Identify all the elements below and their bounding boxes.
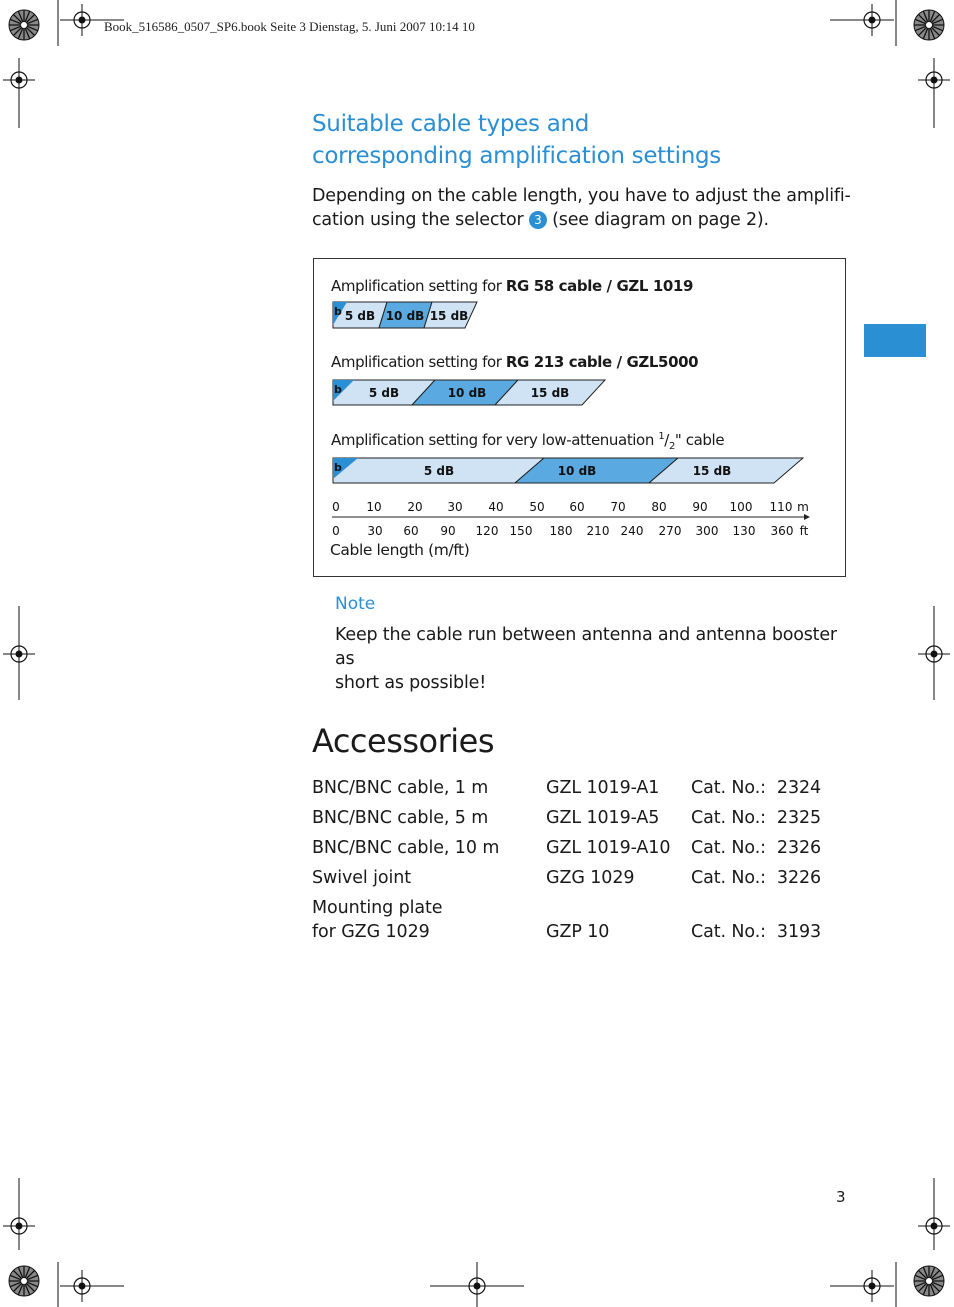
- intro-paragraph: [312, 184, 852, 232]
- meter-tick-label: 60: [569, 500, 585, 514]
- feet-tick-label: 120: [475, 524, 499, 538]
- accessory-name: [312, 866, 411, 890]
- feet-tick-label: 360: [770, 524, 794, 538]
- accessory-code: GZL 1019-A5: [546, 808, 660, 828]
- row2-label-prefix: Amplification setting for: [331, 353, 506, 371]
- accessory-name-line1: BNC/BNC cable, 1 m: [312, 778, 489, 798]
- axis-label: Cable length (m/ft): [330, 541, 470, 559]
- starburst-mark-tr: [914, 10, 944, 40]
- row3-segment-label-15db: 15 dB: [692, 464, 732, 478]
- feet-tick-label: 150: [509, 524, 533, 538]
- print-header: Book_516586_0507_SP6.book Seite 3 Dienstag, 5. Juni 2007 10:14 10: [104, 19, 475, 34]
- feet-tick-label: 30: [367, 524, 383, 538]
- accessory-cat-no: Cat. No.: 3226: [691, 868, 822, 888]
- meter-scale: [332, 500, 792, 514]
- note-text: [335, 623, 855, 695]
- accessory-name: [312, 806, 488, 830]
- chapter-tab-marker: [864, 324, 926, 357]
- section-title: [312, 108, 721, 172]
- accessory-cat-no: Cat. No.: 2326: [691, 838, 822, 858]
- feet-tick-label: 270: [658, 524, 682, 538]
- feet-tick-label: 300: [695, 524, 719, 538]
- meter-tick-label: 30: [447, 500, 463, 514]
- row1-bar: [333, 302, 477, 328]
- row2-segment-label-15db: 15 dB: [530, 386, 570, 400]
- feet-unit: ft: [799, 524, 809, 538]
- meter-tick-label: 100: [729, 500, 753, 514]
- meter-unit: m: [797, 500, 809, 514]
- accessory-name-line2: for GZG 1029: [312, 922, 430, 942]
- selector-number-badge: 3: [529, 211, 547, 229]
- amplification-diagram: [313, 258, 846, 577]
- feet-tick-label: 240: [620, 524, 644, 538]
- note-text-line1: Keep the cable run between antenna and antenna booster as: [335, 625, 837, 669]
- meter-tick-label: 80: [651, 500, 667, 514]
- meter-tick-label: 10: [366, 500, 382, 514]
- intro-line2: [312, 208, 852, 232]
- feet-tick-label: 90: [440, 524, 456, 538]
- accessories-title: Accessories: [312, 722, 495, 760]
- accessory-code: GZG 1029: [546, 868, 635, 888]
- note-title: Note: [335, 594, 376, 614]
- meter-tick-label: 110: [769, 500, 793, 514]
- feet-scale: [332, 524, 793, 538]
- row2-label-cable: RG 213 cable / GZL5000: [505, 353, 699, 371]
- accessory-name: [312, 776, 488, 800]
- row3-label-suffix: " cable: [674, 431, 725, 449]
- row1-segment-label-10db: 10 dB: [385, 309, 425, 323]
- starburst-mark-bl: [9, 1266, 39, 1296]
- accessory-name: [312, 836, 499, 860]
- row2-marker: b: [334, 383, 342, 396]
- row2-bar: [333, 380, 605, 405]
- row3-label-prefix: Amplification setting for very low-attenuation: [331, 431, 659, 449]
- accessory-cat-no: Cat. No.: 2325: [691, 808, 822, 828]
- accessory-name-line1: BNC/BNC cable, 5 m: [312, 808, 489, 828]
- feet-tick-label: 210: [586, 524, 610, 538]
- row2-segment-label-5db: 5 dB: [368, 386, 400, 400]
- feet-tick-label: 0: [332, 524, 340, 538]
- intro-line1: Depending on the cable length, you have to adjust the amplifi-: [312, 186, 851, 206]
- row3-bar: [333, 458, 803, 483]
- accessory-name-line1: BNC/BNC cable, 10 m: [312, 838, 500, 858]
- accessory-name-line1: Mounting plate: [312, 898, 443, 918]
- row3-label: Amplification setting for very low-attenuation $^1/_2$" cable: [331, 431, 725, 452]
- accessory-code: GZL 1019-A10: [546, 838, 671, 858]
- note-text-line2: short as possible!: [335, 673, 487, 693]
- meter-tick-label: 0: [332, 500, 340, 514]
- page-number: 3: [836, 1188, 846, 1206]
- row1-label-cable: RG 58 cable / GZL 1019: [505, 277, 693, 295]
- meter-tick-label: 90: [692, 500, 708, 514]
- row2-segment-label-10db: 10 dB: [447, 386, 487, 400]
- row3-segment-label-10db: 10 dB: [557, 464, 597, 478]
- row1-segment-label-15db: 15 dB: [429, 309, 469, 323]
- accessory-cat-no: Cat. No.: 3193: [691, 922, 822, 942]
- row1-marker: b: [334, 305, 342, 318]
- feet-tick-label: 130: [732, 524, 756, 538]
- row3-fraction-numerator: 1: [658, 431, 665, 442]
- feet-tick-label: 180: [549, 524, 573, 538]
- row3-fraction-denominator: 2: [668, 441, 675, 452]
- accessory-cat-no: Cat. No.: 2324: [691, 778, 822, 798]
- accessory-code: GZP 10: [546, 922, 610, 942]
- section-title-line2: corresponding amplification settings: [312, 143, 721, 169]
- row3-marker: b: [334, 461, 342, 474]
- intro-text-before: cation using the selector: [312, 210, 529, 230]
- intro-text-after: (see diagram on page 2).: [546, 210, 769, 230]
- starburst-mark-br: [914, 1266, 944, 1296]
- accessory-name-line1: Swivel joint: [312, 868, 412, 888]
- meter-tick-label: 40: [488, 500, 504, 514]
- meter-tick-label: 20: [407, 500, 423, 514]
- row1-segment-label-5db: 5 dB: [344, 309, 376, 323]
- accessory-code: GZL 1019-A1: [546, 778, 660, 798]
- section-title-line1: Suitable cable types and: [312, 111, 590, 137]
- row1-label-prefix: Amplification setting for: [331, 277, 506, 295]
- accessory-name: [312, 896, 442, 944]
- amplification-bars: [314, 259, 845, 576]
- length-axis: [332, 500, 810, 538]
- meter-tick-label: 50: [529, 500, 545, 514]
- feet-tick-label: 60: [403, 524, 419, 538]
- starburst-mark-tl: [9, 10, 39, 40]
- meter-tick-label: 70: [610, 500, 626, 514]
- row3-segment-label-5db: 5 dB: [423, 464, 455, 478]
